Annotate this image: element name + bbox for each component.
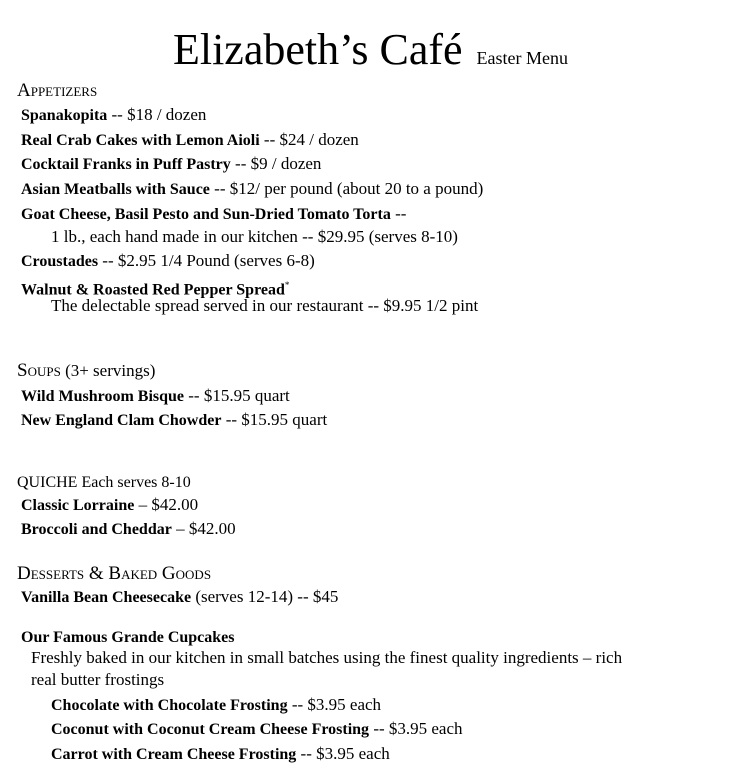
menu-item: [21, 250, 315, 273]
cupcakes-description: Freshly baked in our kitchen in small batches using the finest quality ingredients – rich: [31, 648, 623, 667]
menu-item: [21, 385, 290, 408]
item-price: (serves 12-14) -- $45: [191, 587, 339, 606]
item-price: -- $15.95 quart: [221, 410, 328, 429]
menu-item: [21, 178, 483, 201]
asterisk-mark: *: [284, 280, 290, 290]
menu-item: [21, 586, 338, 609]
item-name: Walnut & Roasted Red Pepper Spread: [21, 281, 285, 299]
item-name: New England Clam Chowder: [21, 412, 222, 429]
menu-header: [0, 24, 741, 75]
item-name: Real Crab Cakes with Lemon Aioli: [21, 132, 260, 149]
item-price: -- $12/ per pound (about 20 to a pound): [209, 179, 484, 198]
item-name: Asian Meatballs with Sauce: [21, 181, 210, 198]
item-name: Cocktail Franks in Puff Pastry: [21, 156, 231, 173]
page-title: Elizabeth’s Café: [172, 25, 463, 74]
item-price: -- $3.95 each: [369, 719, 463, 738]
item-name: Coconut with Coconut Cream Cheese Frosting: [51, 721, 370, 738]
item-name: Spanakopita: [21, 107, 108, 124]
item-price: --: [390, 204, 407, 223]
item-price: -- $2.95 1/4 Pound (serves 6-8): [98, 251, 315, 270]
item-name: Wild Mushroom Bisque: [21, 388, 185, 405]
item-detail: 1 lb., each hand made in our kitchen -- $29.95 (serves 8-10): [51, 227, 458, 246]
cupcakes-description: real butter frostings: [31, 670, 165, 689]
soups-heading-text: Soups: [17, 360, 61, 381]
quiche-heading: QUICHE Each serves 8-10: [17, 474, 191, 491]
page-subtitle: Easter Menu: [476, 48, 568, 68]
item-price: – $42.00: [171, 519, 236, 538]
menu-item: [21, 518, 236, 541]
menu-item: [21, 203, 406, 226]
item-price: -- $3.95 each: [287, 695, 382, 714]
menu-item: [51, 694, 381, 717]
item-name: Chocolate with Chocolate Frosting: [51, 697, 288, 714]
desserts-heading: Desserts & Baked Goods: [17, 563, 212, 584]
item-name: Vanilla Bean Cheesecake: [21, 589, 192, 606]
soups-note: (3+ servings): [60, 361, 156, 380]
appetizers-heading: Appetizers: [17, 80, 98, 101]
item-name: Broccoli and Cheddar: [21, 521, 172, 538]
menu-item: [21, 494, 198, 517]
item-price: -- $18 / dozen: [107, 105, 207, 124]
menu-item: [51, 743, 390, 766]
item-price: -- $3.95 each: [296, 744, 390, 763]
item-name: Goat Cheese, Basil Pesto and Sun-Dried Tomato Torta: [21, 206, 391, 223]
cupcakes-heading-text: Our Famous Grande Cupcakes: [21, 629, 235, 646]
menu-item: [21, 409, 327, 432]
item-name: Carrot with Cream Cheese Frosting: [51, 746, 297, 763]
item-price: -- $9 / dozen: [230, 154, 322, 173]
item-detail: The delectable spread served in our restaurant -- $9.95 1/2 pint: [51, 296, 479, 315]
item-name: Classic Lorraine: [21, 497, 135, 514]
item-price: – $42.00: [134, 495, 199, 514]
item-name: Croustades: [21, 253, 99, 270]
item-price: -- $15.95 quart: [184, 386, 290, 405]
menu-item: [21, 129, 359, 152]
soups-heading: [17, 359, 155, 383]
item-price: -- $24 / dozen: [259, 130, 359, 149]
menu-item: [21, 104, 206, 127]
cupcakes-heading: [21, 626, 235, 649]
menu-item: [51, 718, 463, 741]
menu-item: [21, 153, 321, 176]
